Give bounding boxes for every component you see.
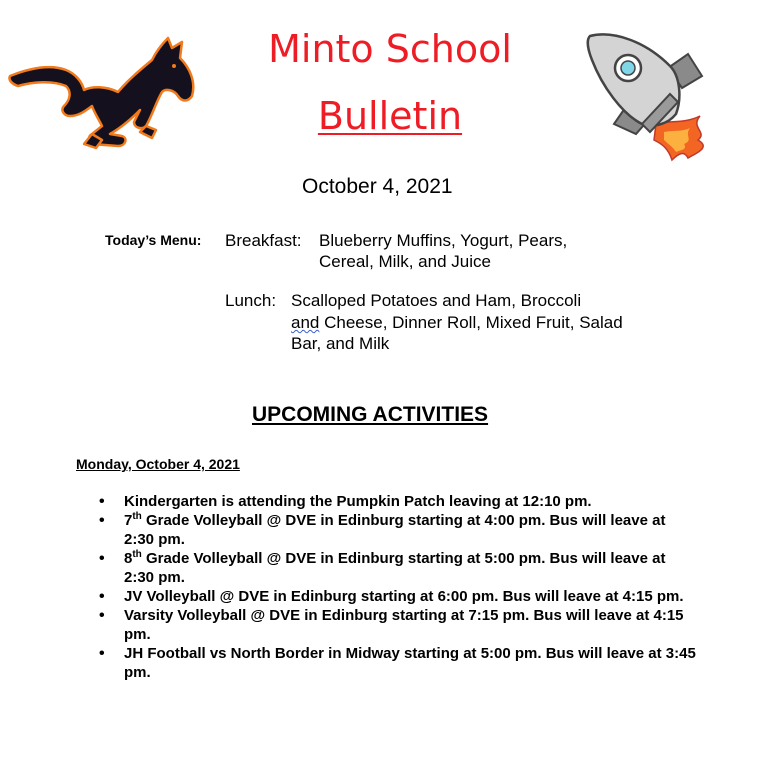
breakfast-label: Breakfast: [225,231,302,250]
day-heading: Monday, October 4, 2021 [76,456,240,472]
activity-list [96,492,696,682]
lunch-line-1: Scalloped Potatoes and Ham, Broccoli [291,291,582,310]
activity-item: • Varsity Volleyball @ DVE in Edinburg starting at 7:15 pm. Bus will leave at 4:15 pm. [96,606,696,644]
rocket-icon [584,28,724,164]
breakfast-line-1: Blueberry Muffins, Yogurt, Pears, [319,231,568,250]
activity-item: • JV Volleyball @ DVE in Edinburg starting at 6:00 pm. Bus will leave at 4:15 pm. [96,587,696,606]
lunch-line-3: Bar, and Milk [291,334,390,353]
bulletin-title-line2: Bulletin [317,94,463,138]
activity-item: • Kindergarten is attending the Pumpkin Patch leaving at 12:10 pm. [96,492,696,511]
lunch-line-2-rest: Cheese, Dinner Roll, Mixed Fruit, Salad [319,313,623,332]
upcoming-activities-heading: UPCOMING ACTIVITIES [252,403,489,426]
menu-label: Today’s Menu: [105,232,202,248]
activity-item: • JH Football vs North Border in Midway starting at 5:00 pm. Bus will leave at 3:45 pm. [96,644,696,682]
mustang-logo-icon [6,30,198,150]
lunch-label: Lunch: [225,291,277,310]
bulletin-title-line1: Minto School [268,27,512,71]
breakfast-line-2: Cereal, Milk, and Juice [319,252,491,271]
bulletin-date: October 4, 2021 [302,175,453,198]
activity-item: • 8th Grade Volleyball @ DVE in Edinburg starting at 5:00 pm. Bus will leave at 2:30 pm. [96,549,696,587]
lunch-line-2 [291,312,623,333]
menu-section [105,230,725,360]
activity-item: • 7th Grade Volleyball @ DVE in Edinburg starting at 4:00 pm. Bus will leave at 2:30 pm. [96,511,696,549]
spellcheck-word: and [291,313,320,332]
